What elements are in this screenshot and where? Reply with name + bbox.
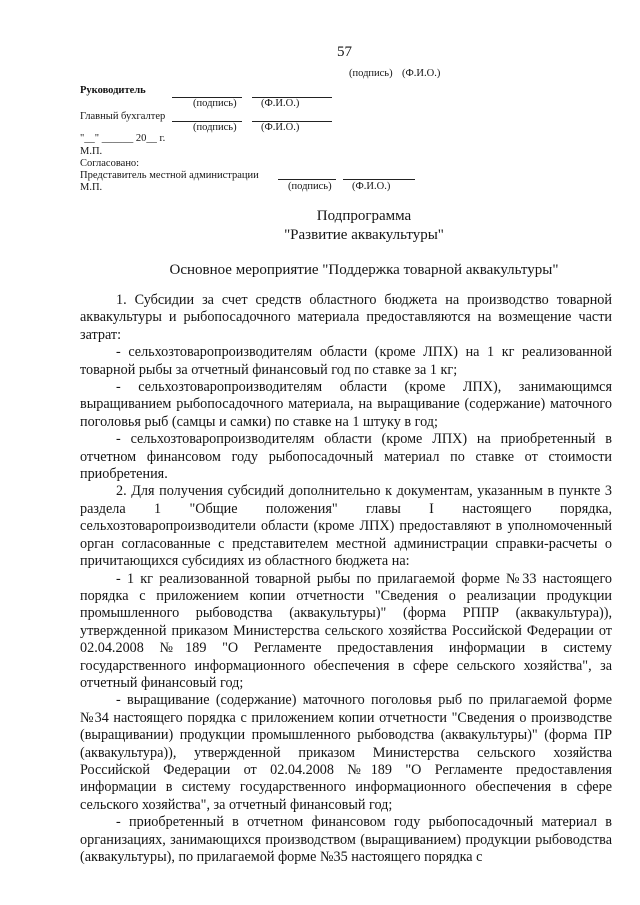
paragraph-4: - сельхозтоваропроизводителям области (кроме ЛПХ) на приобретенный в отчетном финансовом году рыбопосадочный материал по ставке от стоимости приобретения. (80, 431, 612, 483)
mp-label-2: М.П. (80, 182, 103, 193)
page-number: 57 (337, 44, 352, 60)
rukovoditel-label: Руководитель (80, 85, 146, 96)
predstavitel-signature-line (278, 179, 336, 180)
main-activity-title: Основное мероприятие "Поддержка товарной аквакультуры" (169, 262, 559, 278)
paragraph-7: - выращивание (содержание) маточного поголовья рыб по прилагаемой форме №34 настоящего порядка с приложением копии отчетности "Сведения о производстве (выращивании) продукции промышленного рыбоводства (аквакультуры)" (форма ПР (аквакультура)), утвержденной приказом Министерства сельского хозяйства Российской Федерации от 02.04.2008 №189 "О Регламенте предоставления информации в систему государственного информационного обеспечения в сфере сельского хозяйства", за отчетный финансовый год; (80, 692, 612, 813)
predstavitel-fio-line (343, 179, 415, 180)
podpis-label-1: (подпись) (193, 98, 237, 109)
document-body (80, 292, 612, 866)
paragraph-6: - 1 кг реализованной товарной рыбы по прилагаемой форме №33 настоящего порядка с приложением копии отчетности "Сведения о реализации продукции промышленного рыбоводства (аквакультуры)" (форма РППР (аквакультура)), утвержденной приказом Министерства сельского хозяйства Российской Федерации от 02.04.2008 №189 "О Регламенте предоставления информации в систему государственного информационного обеспечения в сфере сельского хозяйства", за отчетный финансовый год; (80, 570, 612, 691)
paragraph-1: 1. Субсидии за счет средств областного бюджета на производство товарной аквакультуры и рыбопосадочного материала предоставляются на возмещение части затрат: (80, 292, 612, 343)
podpis-label-3: (подпись) (288, 181, 332, 192)
soglasovano-label: Согласовано: (80, 158, 140, 169)
fio-label-2: (Ф.И.О.) (261, 122, 300, 133)
subprogram-name: "Развитие аквакультуры" (284, 227, 444, 243)
top-signature-label: (подпись) (349, 68, 393, 79)
predstavitel-label: Представитель местной администрации (80, 170, 259, 181)
fio-label-3: (Ф.И.О.) (352, 181, 391, 192)
paragraph-5: 2. Для получения субсидий дополнительно к документам, указанным в пункте 3 раздела 1 "Общие положения" главы I настоящего порядка, сельхозтоваропроизводители области (кроме ЛПХ) предоставляют в уполномоченный орган согласованные с представителем местной администрации справки-расчеты о причитающихся субсидиях из областного бюджета на: (80, 483, 612, 570)
podpis-label-2: (подпись) (193, 122, 237, 133)
fio-label-1: (Ф.И.О.) (261, 98, 300, 109)
paragraph-8: - приобретенный в отчетном финансовом году рыбопосадочный материал в организациях, занимающихся производством (выращиванием) продукции рыбоводства (аквакультуры), по прилагаемой форме №35 настоящего порядка с (80, 814, 612, 865)
date-line: "__" ______ 20__ г. (80, 133, 166, 144)
paragraph-2: - сельхозтоваропроизводителям области (кроме ЛПХ) на 1 кг реализованной товарной рыбы за отчетный финансовый год по ставке за 1 кг; (80, 344, 612, 378)
glavbuh-label: Главный бухгалтер (80, 111, 166, 122)
mp-label-1: М.П. (80, 146, 103, 157)
subprogram-title: Подпрограмма (316, 208, 412, 224)
paragraph-3: - сельхозтоваропроизводителям области (кроме ЛПХ), занимающимся выращиванием рыбопосадочного материала, на выращивание (содержание) маточного поголовья рыб (самцы и самки) по ставке на 1 штуку в год; (80, 379, 612, 430)
top-fio-label: (Ф.И.О.) (402, 68, 441, 79)
